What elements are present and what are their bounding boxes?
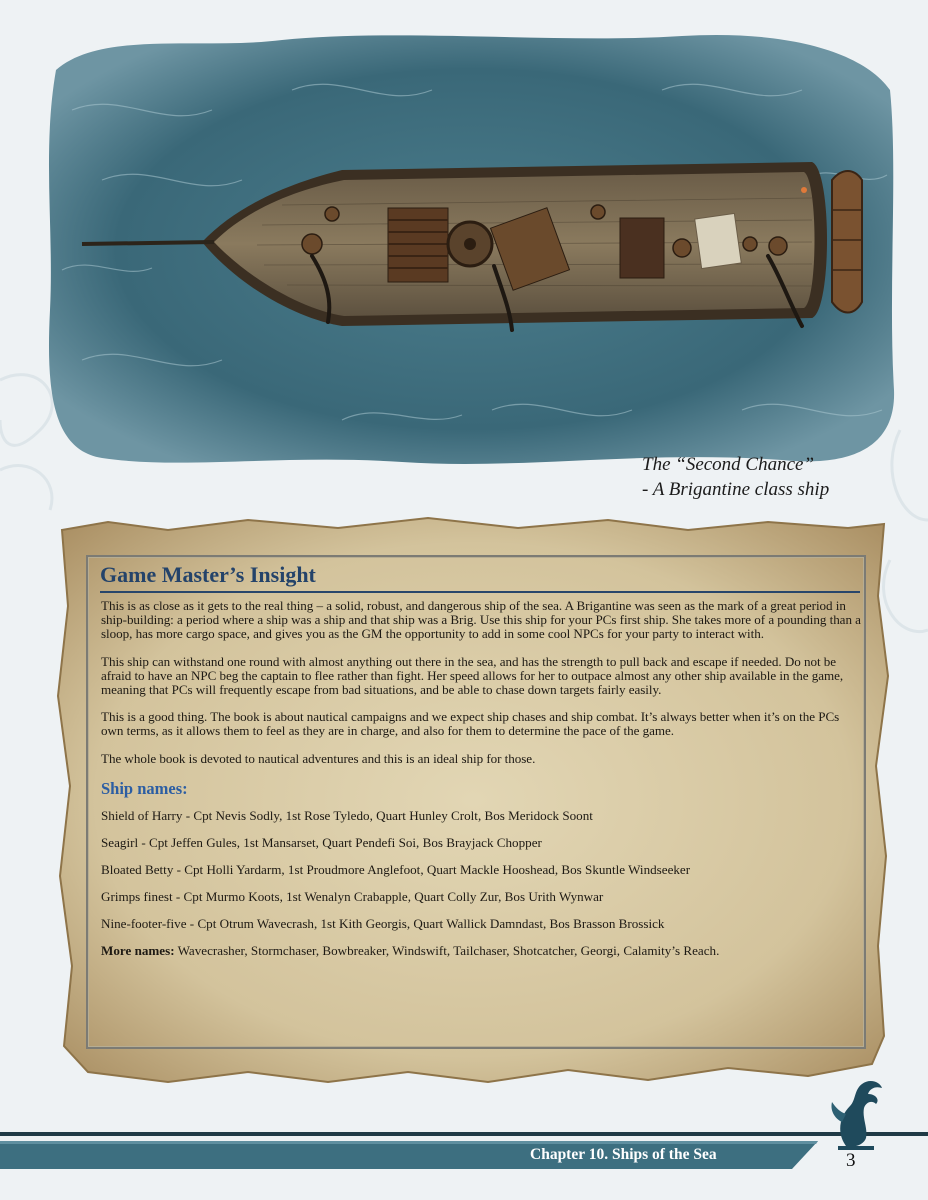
- caption-line-1: The “Second Chance”: [642, 454, 815, 475]
- ship-name-entry: Nine-footer-five - Cpt Otrum Wavecrash, 1st Kith Georgis, Quart Wallick Damndast, Bos Brasson Brossick: [101, 915, 665, 931]
- insight-paragraph-3: This is a good thing. The book is about nautical campaigns and we expect ship chases and ship combat. It’s always better when it’s on the PCs own terms, as it allows them to feel as they are in charge, and also for them to determine the pace of the game.: [101, 709, 840, 739]
- chapter-title: Chapter 10. Ships of the Sea: [530, 1146, 717, 1163]
- footer-rule: [0, 1132, 928, 1136]
- ship-names-heading: Ship names:: [101, 778, 188, 798]
- insight-paragraph-1: This is as close as it gets to the real thing – a solid, robust, and dangerous ship of the sea. A Brigantine was seen as the mark of a great period in ship-building: a period where a ship was a ship and that ship was a Brig. Use this ship for your PCs first ship. She takes more of a pounding than a sloop, has more cargo space, and gives you as the GM the opportunity to add in some cool NPCs for your party to interact with.: [101, 598, 861, 642]
- insight-paragraph-2: This ship can withstand one round with almost anything out there in the sea, and has the strength to pull back and escape if needed. Do not be afraid to have an NPC beg the captain to flee rather than fight. Her speed allows for her to outpace almost any other ship available in the game, meaning that PCs will frequently escape from bad situations, and be able to chase down targets fairly easily.: [101, 653, 844, 698]
- ship-name-entry: Grimps finest - Cpt Murmo Koots, 1st Wenalyn Crabapple, Quart Colly Zur, Bos Urith Wynwar: [101, 888, 604, 904]
- ship-name-entry: Shield of Harry - Cpt Nevis Sodly, 1st Rose Tyledo, Quart Hunley Crolt, Bos Meridock Soont: [101, 807, 593, 823]
- ship-name-entry: Bloated Betty - Cpt Holli Yardarm, 1st Proudmore Anglefoot, Quart Mackle Hooshead, Bos Skuntle Windseeker: [101, 861, 691, 877]
- insight-title: Game Master’s Insight: [100, 562, 860, 593]
- more-names-label: More names:: [101, 942, 175, 958]
- caption-line-2: - A Brigantine class ship: [642, 479, 830, 500]
- more-names-line: [101, 943, 861, 958]
- page-number: 3: [846, 1150, 856, 1171]
- footer-band: [0, 1141, 928, 1169]
- game-master-insight: [101, 562, 861, 970]
- sea-dragon-icon: [826, 1072, 886, 1152]
- ship-map-illustration: [42, 30, 898, 470]
- more-names-list: Wavecrasher, Stormchaser, Bowbreaker, Windswift, Tailchaser, Shotcatcher, Georgi, Calamity’s Reach.: [174, 942, 720, 958]
- insight-paragraph-4: The whole book is devoted to nautical adventures and this is an ideal ship for those.: [101, 750, 536, 766]
- ship-name-entry: Seagirl - Cpt Jeffen Gules, 1st Mansarset, Quart Pendefi Soi, Bos Brayjack Chopper: [101, 834, 542, 850]
- map-caption: [642, 452, 912, 502]
